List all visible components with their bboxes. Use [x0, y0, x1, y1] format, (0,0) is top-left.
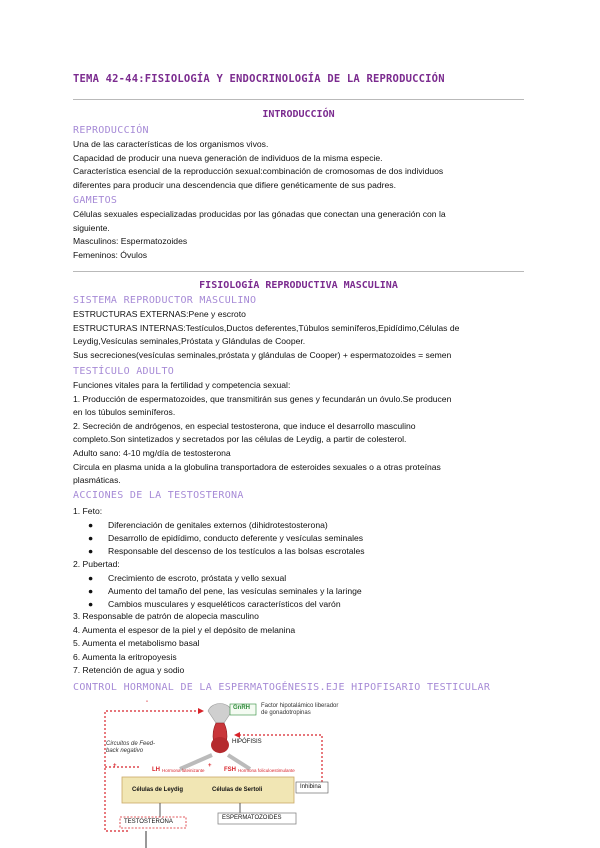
divider	[73, 271, 524, 272]
text-line: ESTRUCTURAS EXTERNAS:Pene y escroto	[73, 309, 246, 319]
text-line: 5. Aumenta el metabolismo basal	[73, 638, 200, 649]
text-line: Adulto sano: 4-10 mg/día de testosterona	[73, 447, 231, 458]
bullet-list-feto	[88, 519, 365, 558]
text-line: Capacidad de producir una nueva generación de individuos de la misma especie.	[73, 152, 383, 163]
subheading-acciones: ACCIONES DE LA TESTOSTERONA	[73, 490, 244, 501]
gnrh-description: Factor hipotalámico liberador de gonadotropinas	[261, 703, 339, 716]
text-line: Femeninos: Óvulos	[73, 249, 148, 260]
gnrh-label: GnRH	[233, 705, 250, 711]
fsh-description: Hormona foliculoestimulante	[238, 768, 295, 773]
inhibina-label: Inhibina	[300, 784, 322, 790]
espermatozoides-label: ESPERMATOZOIDES	[222, 815, 282, 821]
hipofisis-label: HIPÓFISIS	[232, 739, 262, 745]
subheading-testiculo: TESTÍCULO ADULTO	[73, 366, 175, 377]
list-item: ● Aumento del tamaño del pene, las vesículas seminales y la laringe	[88, 586, 362, 596]
list-label-feto: 1. Feto:	[73, 506, 103, 516]
hypothalamus-shape	[208, 704, 232, 724]
text-line: Células sexuales especializadas producidas por las gónadas que conectan una generación con la	[73, 209, 446, 219]
fsh-label: FSH	[224, 767, 236, 773]
section-heading-fisiologia: FISIOLOGÍA REPRODUCTIVA MASCULINA	[199, 280, 398, 291]
text-line: Característica esencial de la reproducción sexual:combinación de cromosomas de dos individuos	[73, 166, 444, 177]
minus-sign: -	[146, 699, 148, 705]
paragraph-testiculo	[73, 379, 528, 488]
subheading-sistema: SISTEMA REPRODUCTOR MASCULINO	[73, 295, 257, 306]
paragraph-reproduccion	[73, 138, 528, 192]
pituitary-gland-shape	[211, 737, 229, 753]
text-line: Circula en plasma unida a la globulina transportadora de esteroides sexuales o a otras proteínas	[73, 461, 441, 472]
list-item: ● Responsable del descenso de los testículos a las bolsas escrotales	[88, 546, 365, 556]
text-line: diferentes para producir una descendencia que difiere genéticamente de sus padres.	[73, 179, 396, 190]
text-line: 7. Retención de agua y sodio	[73, 665, 185, 676]
sertoli-label: Células de Sertoli	[212, 787, 263, 793]
feedback-label: Circuitos de Feed-back negativo	[106, 741, 156, 754]
divider	[73, 99, 524, 100]
plus-sign-fsh: +	[208, 763, 212, 769]
list-item: ● Crecimiento de escroto, próstata y vello sexual	[88, 573, 287, 583]
list-label-pubertad: 2. Pubertad:	[73, 559, 120, 569]
list-item: ● Cambios musculares y esqueléticos característicos del varón	[88, 599, 341, 609]
document-title: TEMA 42-44:FISIOLOGÍA Y ENDOCRINOLOGÍA DE LA REPRODUCCIÓN	[73, 73, 445, 85]
text-line: Leydig,Vesículas seminales,Próstata y Glándulas de Cooper.	[73, 336, 306, 347]
bullet-list-pubertad	[88, 572, 362, 611]
text-line: 6. Aumenta la eritropoyesis	[73, 651, 177, 662]
plus-sign-lh: +	[113, 763, 117, 769]
text-line: 2. Secreción de andrógenos, en especial testosterona, que induce el desarrollo masculino	[73, 420, 416, 431]
text-line: ESTRUCTURAS INTERNAS:Testículos,Ductos deferentes,Túbulos seminíferos,Epidídimo,Células de	[73, 322, 460, 333]
subheading-reproduccion: REPRODUCCIÓN	[73, 125, 149, 136]
text-line: Funciones vitales para la fertilidad y competencia sexual:	[73, 380, 291, 390]
paragraph-sistema	[73, 308, 528, 362]
text-line: siguiente.	[73, 222, 110, 233]
text-line: 4. Aumenta el espesor de la piel y el depósito de melanina	[73, 624, 296, 635]
text-line: Una de las características de los organismos vivos.	[73, 139, 269, 149]
testosterona-label: TESTOSTERONA	[124, 819, 173, 825]
text-line: 3. Responsable de patrón de alopecia masculino	[73, 611, 259, 621]
list-item: ● Diferenciación de genitales externos (dihidrotestosterona)	[88, 520, 328, 530]
leydig-label: Células de Leydig	[132, 787, 184, 793]
text-line: 1. Producción de espermatozoides, que transmitirán sus genes y fecundarán un óvulo.Se producen	[73, 393, 452, 404]
list-item: ● Desarrollo de epidídimo, conducto deferente y vesículas seminales	[88, 533, 364, 543]
lh-description: Hormona luteinizante	[162, 768, 205, 773]
text-line: en los túbulos seminíferos.	[73, 407, 176, 418]
feedback-arrowhead-right	[234, 732, 240, 738]
subheading-gametos: GAMETOS	[73, 195, 118, 206]
text-line: completo.Son sintetizados y secretados por las células de Leydig, a partir de colesterol.	[73, 434, 407, 445]
lh-label: LH	[152, 767, 160, 773]
text-line: Masculinos: Espermatozoides	[73, 236, 188, 247]
paragraph-gametos	[73, 208, 528, 262]
section-heading-introduccion: INTRODUCCIÓN	[262, 109, 335, 120]
feedback-arrowhead	[198, 708, 204, 714]
text-line: Sus secreciones(vesículas seminales,próstata y glándulas de Cooper) + espermatozoides = semen	[73, 349, 452, 360]
hormonal-axis-diagram	[100, 697, 360, 848]
subheading-control-hormonal: CONTROL HORMONAL DE LA ESPERMATOGÉNESIS.EJE HIPOFISARIO TESTICULAR	[73, 682, 491, 693]
list-acciones-rest	[73, 610, 528, 678]
text-line: plasmáticas.	[73, 475, 121, 486]
